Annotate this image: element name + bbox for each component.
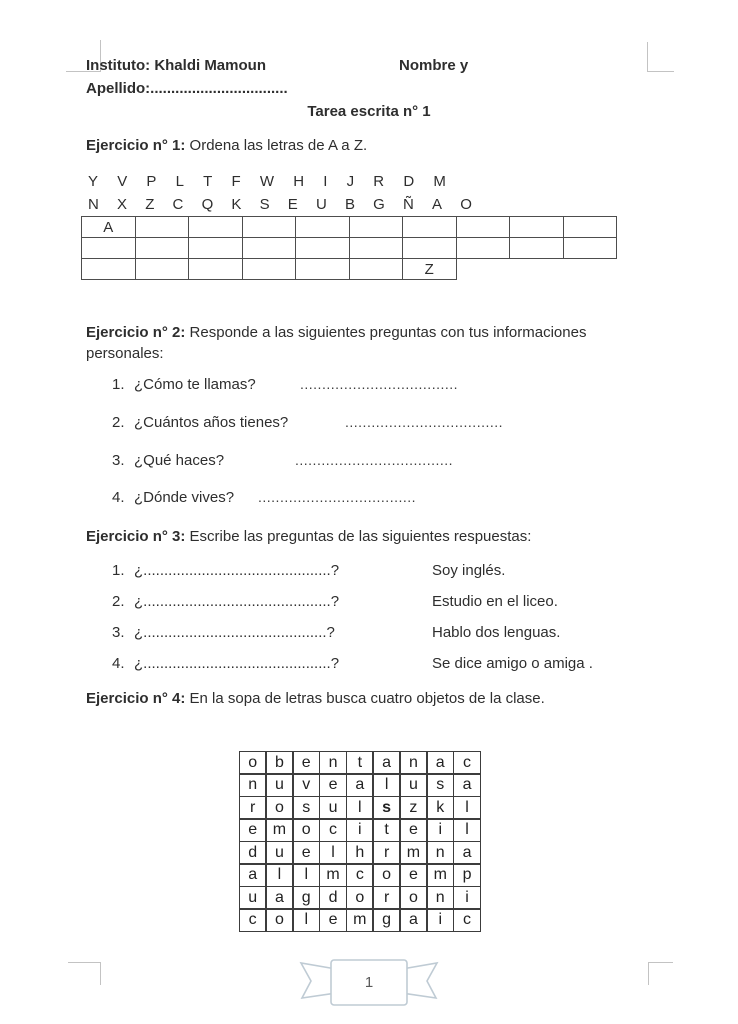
word-search-cell: m [399,841,427,865]
word-search-cell: o [265,796,293,820]
word-search-cell: a [399,908,427,932]
word-search-cell: n [426,841,454,865]
name-label: Nombre y [399,57,469,74]
exercise2-item [0,376,738,398]
item-number: 3. [112,624,125,641]
scrambled-letter: Ñ [403,196,414,213]
scrambled-letter: C [172,196,184,213]
exercise3-item [0,655,738,677]
word-search-cell: d [319,886,347,910]
alphabet-table-cell [349,258,404,280]
word-search-cell: r [239,796,267,820]
alphabet-answer-table [82,217,617,280]
word-search-grid [240,752,481,932]
scrambled-letter: W [259,173,275,190]
scrambled-letter: N [88,196,99,213]
exercise2-item [0,489,738,511]
exercise3-label: Ejercicio n° 3: [86,528,190,545]
exercise2-item [0,414,738,436]
word-search-cell: a [426,751,454,775]
alphabet-table-row [82,237,617,259]
item-number: 4. [112,655,125,672]
word-search-cell: i [453,886,481,910]
word-search-cell: t [372,818,400,842]
scrambled-letters-row2 [88,196,472,213]
alphabet-table-cell [135,258,190,280]
question-text: ¿Qué haces? [134,452,225,469]
scrambled-letter: Z [145,196,155,213]
alphabet-table-cell [135,216,190,238]
word-search-cell: a [453,841,481,865]
word-search-cell: g [372,908,400,932]
word-search-cell: e [399,818,427,842]
alphabet-table-cell [509,237,564,259]
word-search-cell: e [239,818,267,842]
scrambled-letter: A [432,196,443,213]
word-search-cell: l [453,796,481,820]
alphabet-table-cell [509,216,564,238]
word-search-cell: c [453,908,481,932]
word-search-cell: e [399,863,427,887]
word-search-cell: s [292,796,320,820]
word-search-cell: c [453,751,481,775]
alphabet-table-cell [242,216,297,238]
word-search-cell: l [372,773,400,797]
exercise2-instruction: Responde a las siguientes preguntas con tus informaciones [189,324,587,341]
scrambled-letters-row1 [88,173,446,190]
word-search-cell: o [346,886,374,910]
word-search-cell: a [372,751,400,775]
word-search-cell: p [453,863,481,887]
scrambled-letter: B [344,196,355,213]
alphabet-table-cell [188,216,243,238]
answer-text: Hablo dos lenguas. [432,624,561,641]
word-search-cell: o [399,886,427,910]
word-search-cell: l [292,908,320,932]
word-search-cell: m [346,908,374,932]
scrambled-letter: J [346,173,355,190]
item-number: 1. [112,562,125,579]
scrambled-letter: M [433,173,446,190]
word-search-row [240,863,481,887]
scrambled-letter: K [231,196,242,213]
word-search-row [240,796,481,820]
word-search-cell: e [292,751,320,775]
alphabet-table-cell [242,237,297,259]
alphabet-table-cell [456,216,511,238]
word-search-cell: e [319,773,347,797]
exercise3-item [0,593,738,615]
word-search-cell: e [319,908,347,932]
answer-dotted-line: .................................... [295,452,454,468]
word-search-cell: a [239,863,267,887]
word-search-cell: a [346,773,374,797]
word-search-cell: n [239,773,267,797]
scrambled-letter: O [460,196,472,213]
alphabet-table-cell [563,237,618,259]
exercise3-heading [86,528,531,545]
exercise4-heading [86,690,545,707]
word-search-cell: l [292,863,320,887]
word-search-row [240,751,481,775]
item-number: 2. [112,593,125,610]
answer-dotted-line: .................................... [258,489,417,505]
scrambled-letter: L [175,173,184,190]
scrambled-letter: X [117,196,128,213]
alphabet-table-cell [188,258,243,280]
exercise2-item [0,452,738,474]
scrambled-letter: V [117,173,128,190]
alphabet-table-cell: Z [402,258,457,280]
alphabet-table-cell [402,216,457,238]
word-search-cell: u [265,773,293,797]
word-search-cell: s [372,796,400,820]
alphabet-table-row [82,216,617,238]
alphabet-table-cell [81,258,136,280]
word-search-cell: s [426,773,454,797]
alphabet-table-cell [295,216,350,238]
answer-dotted-line: .................................... [300,376,459,392]
word-search-cell: b [265,751,293,775]
word-search-cell: m [265,818,293,842]
page-title: Tarea escrita n° 1 [307,103,431,120]
word-search-cell: n [426,886,454,910]
scrambled-letter: F [231,173,241,190]
word-search-cell: r [372,886,400,910]
alphabet-table-cell: A [81,216,136,238]
alphabet-table-cell [349,237,404,259]
alphabet-table-cell [135,237,190,259]
scrambled-letter: Y [88,173,99,190]
word-search-cell: u [399,773,427,797]
alphabet-table-cell [295,237,350,259]
exercise4-instruction: En la sopa de letras busca cuatro objetos de la clase. [189,690,545,707]
word-search-cell: i [346,818,374,842]
word-search-cell: r [372,841,400,865]
answer-dotted-line: .................................... [345,414,504,430]
exercise1-instruction: Ordena las letras de A a Z. [189,137,368,154]
item-number: 2. [112,414,125,431]
scrambled-letter: H [293,173,305,190]
word-search-cell: l [265,863,293,887]
word-search-cell: c [239,908,267,932]
alphabet-table-cell [242,258,297,280]
answer-text: Estudio en el liceo. [432,593,558,610]
word-search-cell: v [292,773,320,797]
scrambled-letter: D [403,173,415,190]
word-search-cell: t [346,751,374,775]
question-text: ¿Cómo te llamas? [134,376,256,393]
alphabet-table-cell [349,216,404,238]
page-number: 1 [364,974,374,991]
exercise3-item [0,624,738,646]
word-search-cell: a [265,886,293,910]
exercise3-item [0,562,738,584]
word-search-cell: g [292,886,320,910]
scrambled-letter: T [203,173,213,190]
word-search-cell: o [265,908,293,932]
surname-label: Apellido:................................. [86,80,288,97]
question-blank-line: ¿............................................? [134,624,335,641]
word-search-cell: u [319,796,347,820]
crop-mark-bottom-left [68,962,101,985]
item-number: 4. [112,489,125,506]
exercise4-label: Ejercicio n° 4: [86,690,190,707]
word-search-cell: n [399,751,427,775]
word-search-cell: n [319,751,347,775]
word-search-cell: c [319,818,347,842]
exercise2-heading [86,324,586,341]
question-text: ¿Dónde vives? [134,489,235,506]
word-search-cell: m [319,863,347,887]
word-search-cell: h [346,841,374,865]
word-search-cell: m [426,863,454,887]
scrambled-letter: U [315,196,327,213]
word-search-cell: d [239,841,267,865]
exercise2-instruction-line2: personales: [86,345,164,362]
crop-mark-bottom-right [648,962,673,985]
word-search-cell: e [292,841,320,865]
item-number: 3. [112,452,125,469]
alphabet-table-cell [188,237,243,259]
exercise1-label: Ejercicio n° 1: [86,137,190,154]
word-search-cell: o [372,863,400,887]
word-search-row [240,886,481,910]
word-search-row [240,773,481,797]
exercise3-instruction: Escribe las preguntas de las siguientes respuestas: [189,528,532,545]
word-search-cell: o [239,751,267,775]
scrambled-letter: P [146,173,157,190]
scrambled-letter: G [373,196,385,213]
exercise2-label: Ejercicio n° 2: [86,324,190,341]
word-search-cell: k [426,796,454,820]
word-search-cell: o [292,818,320,842]
word-search-cell: l [453,818,481,842]
word-search-cell: u [239,886,267,910]
word-search-row [240,908,481,932]
word-search-cell: i [426,908,454,932]
word-search-cell: c [346,863,374,887]
word-search-cell: l [319,841,347,865]
institute-name: Instituto: Khaldi Mamoun [86,57,266,74]
answer-text: Soy inglés. [432,562,506,579]
question-text: ¿Cuántos años tienes? [134,414,289,431]
scrambled-letter: E [287,196,298,213]
word-search-row [240,818,481,842]
answer-text: Se dice amigo o amiga . [432,655,593,672]
alphabet-table-cell [81,237,136,259]
alphabet-table-cell [563,216,618,238]
alphabet-table-cell [456,237,511,259]
question-blank-line: ¿.............................................? [134,593,340,610]
word-search-cell: a [453,773,481,797]
scrambled-letter: Q [201,196,214,213]
word-search-cell: z [399,796,427,820]
item-number: 1. [112,376,125,393]
word-search-cell: i [426,818,454,842]
alphabet-table-row [82,258,617,280]
crop-mark-top-right [647,42,674,72]
word-search-cell: u [265,841,293,865]
question-blank-line: ¿.............................................? [134,655,340,672]
alphabet-table-cell [402,237,457,259]
alphabet-table-cell [295,258,350,280]
exercise1-heading [86,137,367,154]
word-search-cell: l [346,796,374,820]
word-search-row [240,841,481,865]
question-blank-line: ¿.............................................? [134,562,340,579]
scrambled-letter: I [323,173,328,190]
scrambled-letter: R [373,173,385,190]
scrambled-letter: S [259,196,270,213]
